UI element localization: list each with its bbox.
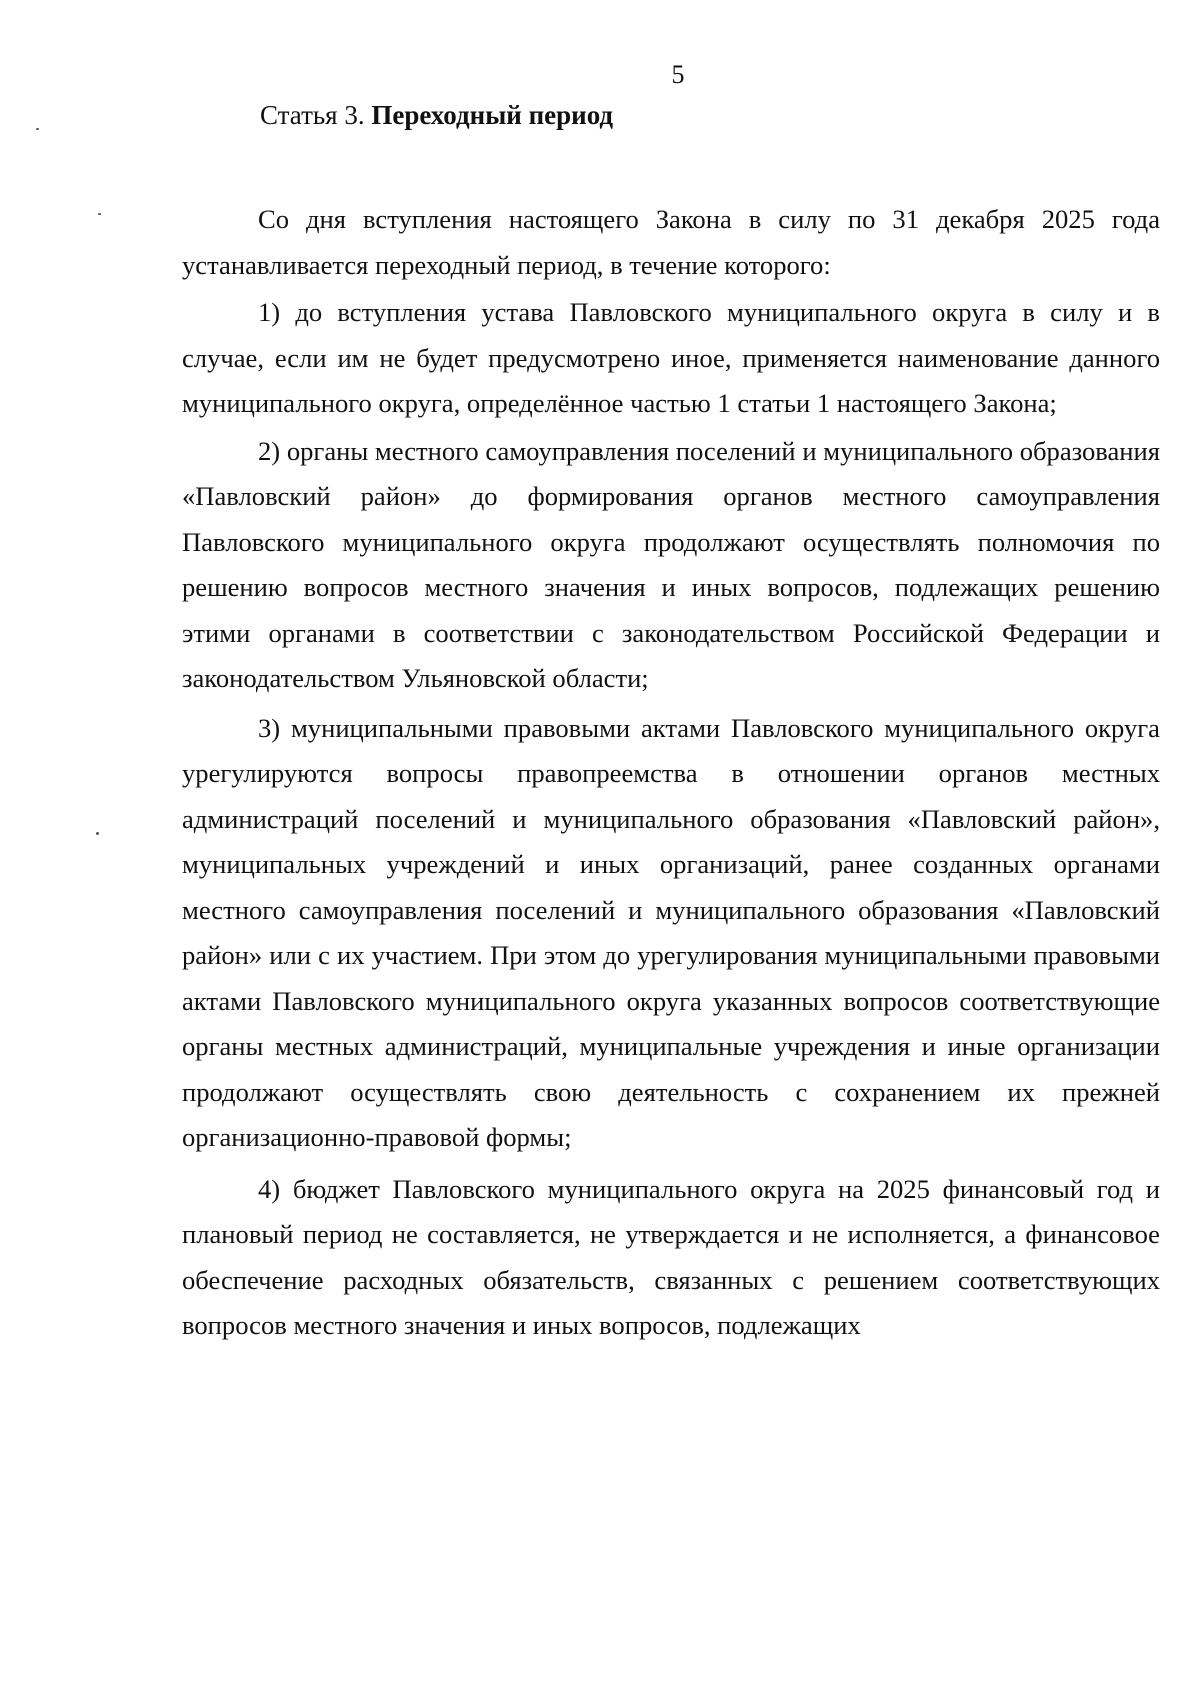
scan-speck [98, 213, 101, 215]
paragraph-item-1: 1) до вступления устава Павловского муниципального округа в силу и в случае, если им не будет предусмотрено иное, применяется наименование данного муниципального округа, определённое частью 1 статьи 1 настоящего Закона; [182, 297, 1160, 418]
page-number-text: 5 [671, 60, 685, 89]
page-number [0, 60, 1200, 90]
paragraph-item-2: 2) органы местного самоуправления поселений и муниципального образования «Павловский район» до формирования органов местного самоуправления Павловского муниципального округа продолжают осуществлять полномочия по решению вопросов местного значения и иных вопросов, подлежащих решению этими органами в соответствии с законодательством Российской Федерации и законодательством Ульяновской области; [182, 435, 1160, 693]
scan-speck [36, 128, 39, 130]
scan-speck [96, 832, 99, 835]
article-heading [260, 100, 613, 131]
article-label: Статья 3. [260, 100, 365, 130]
article-title: Переходный период [371, 100, 614, 130]
article-body [182, 197, 1160, 1351]
paragraph-item-3: 3) муниципальными правовыми актами Павловского муниципального округа урегулируются вопросы правопреемства в отношении органов местных администраций поселений и муниципального образования «Павловский район», муниципальных учреждений и иных организаций, ранее созданных органами местного самоуправления поселений и муниципального образования «Павловский район» или с их участием. При этом до урегулирования муниципальными правовыми актами Павловского муниципального округа указанных вопросов соответствующие органы местных администраций, муниципальные учреждения и иные организации продолжают осуществлять свою деятельность с сохранением их прежней организационно-правовой формы; [182, 712, 1160, 1152]
paragraph-item-4: 4) бюджет Павловского муниципального округа на 2025 финансовый год и плановый период не составляется, не утверждается и не исполняется, а финансовое обеспечение расходных обязательств, связанных с решением соответствующих вопросов местного значения и иных вопросов, подлежащих [182, 1173, 1160, 1340]
paragraph-intro: Со дня вступления настоящего Закона в силу по 31 декабря 2025 года устанавливается переходный период, в течение которого: [182, 204, 1160, 280]
